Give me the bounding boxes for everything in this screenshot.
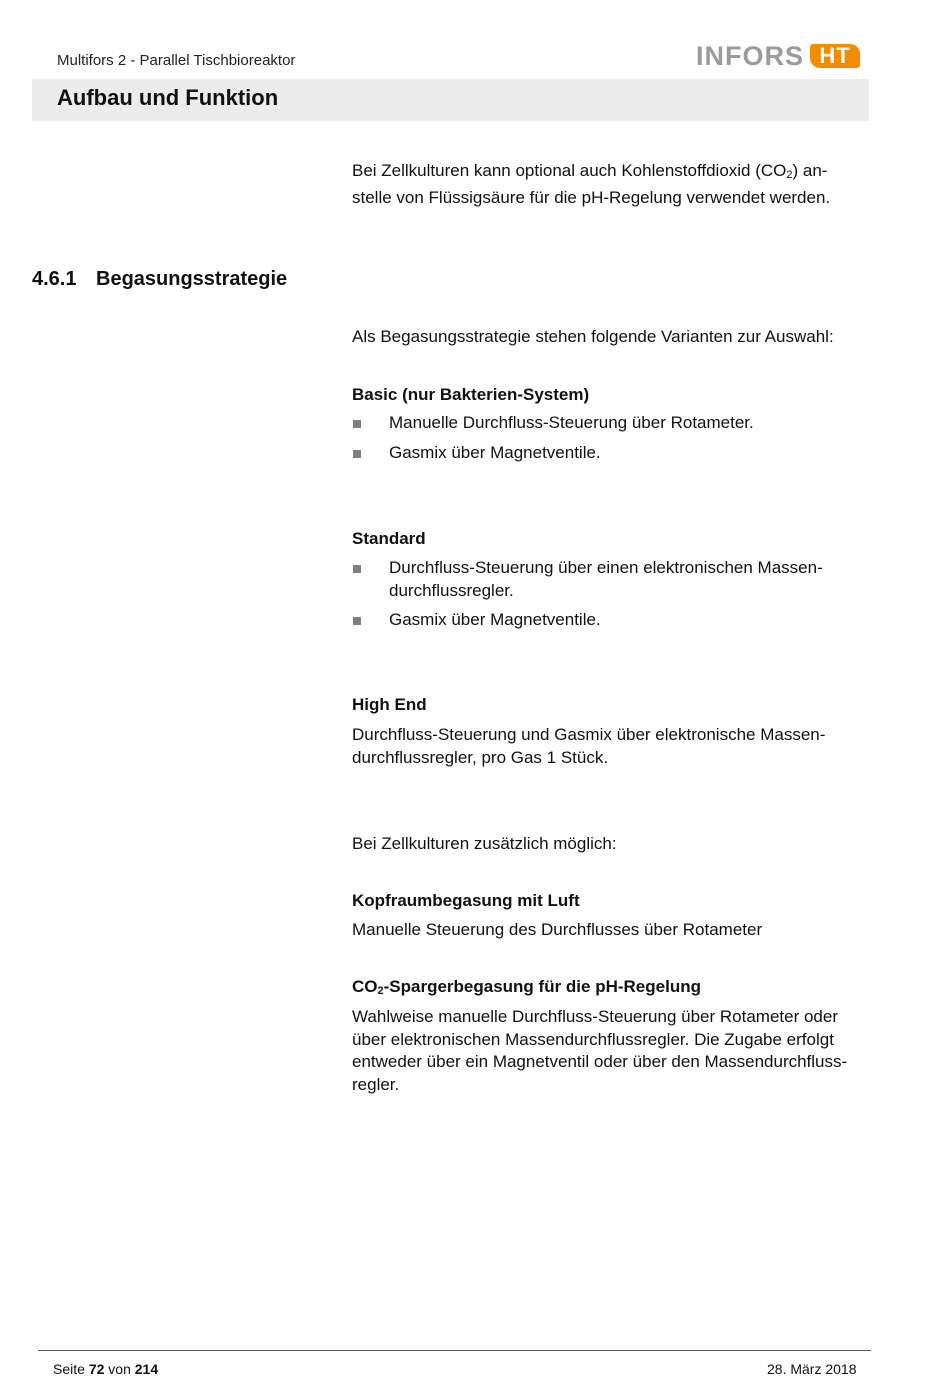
sparger-heading-start: CO — [352, 977, 378, 996]
subsection-title: Begasungsstrategie — [96, 268, 288, 290]
subsection-number: 4.6.1 — [32, 268, 77, 290]
cell-culture-note: Bei Zellkulturen zusätzlich möglich: — [352, 834, 617, 853]
list-item — [352, 442, 852, 465]
bullet-square-icon — [353, 450, 361, 458]
document-title: Multifors 2 - Parallel Tischbioreaktor — [57, 52, 296, 69]
high-end-text: Durchfluss-Steuerung und Gasmix über elektronische Massen-durchflussregler, pro Gas 1 Stück. — [352, 725, 826, 767]
intro-paragraph — [352, 160, 852, 209]
lead-paragraph: Als Begasungsstrategie stehen folgende Varianten zur Auswahl: — [352, 327, 834, 346]
section-title: Aufbau und Funktion — [57, 85, 279, 110]
page-current: 72 — [88, 1361, 105, 1377]
list-item — [352, 557, 832, 602]
page-total: 214 — [134, 1361, 159, 1377]
bullet-square-icon — [353, 565, 361, 573]
page-of: von — [108, 1361, 131, 1377]
headspace-text: Manuelle Steuerung des Durchflusses über Rotameter — [352, 920, 763, 939]
list-item-text: Gasmix über Magnetventile. — [389, 610, 601, 629]
page-prefix: Seite — [53, 1361, 85, 1377]
headspace-heading: Kopfraumbegasung mit Luft — [352, 891, 580, 910]
document-date: 28. März 2018 — [767, 1361, 857, 1377]
high-end-heading: High End — [352, 695, 427, 714]
intro-text-start: Bei Zellkulturen kann optional auch Kohlenstoffdioxid (CO — [352, 161, 787, 180]
footer-divider — [38, 1350, 871, 1351]
bullet-square-icon — [353, 420, 361, 428]
list-item-text: Manuelle Durchfluss-Steuerung über Rotameter. — [389, 413, 754, 432]
sparger-text: Wahlweise manuelle Durchfluss-Steuerung über Rotameter oder über elektronischen Massendurchflussregler. Die Zugabe erfolgt entweder über ein Magnetventil oder über den Massendurchfluss-regler. — [352, 1007, 848, 1094]
basic-heading: Basic (nur Bakterien-System) — [352, 385, 590, 404]
sparger-heading — [352, 977, 701, 997]
logo-badge-text: HT — [819, 43, 851, 68]
intro-text-end: ) an-stelle von Flüssigsäure für die pH-Regelung verwendet werden. — [352, 161, 831, 207]
logo-badge — [810, 44, 860, 68]
sparger-heading-end: -Spargerbegasung für die pH-Regelung — [383, 977, 701, 996]
logo-wordmark: INFORS — [696, 41, 805, 71]
infors-ht-logo — [696, 43, 860, 69]
sparger-heading-subscript: 2 — [377, 985, 384, 997]
list-item — [352, 412, 852, 435]
intro-subscript: 2 — [786, 169, 793, 181]
list-item-text: Durchfluss-Steuerung über einen elektronischen Massen-durchflussregler. — [389, 558, 823, 600]
standard-heading: Standard — [352, 529, 426, 548]
subsection-heading — [32, 268, 287, 291]
standard-list — [352, 557, 832, 639]
list-item — [352, 609, 832, 632]
page-number — [53, 1361, 158, 1377]
basic-list — [352, 412, 852, 471]
list-item-text: Gasmix über Magnetventile. — [389, 442, 601, 462]
bullet-square-icon — [353, 617, 361, 625]
